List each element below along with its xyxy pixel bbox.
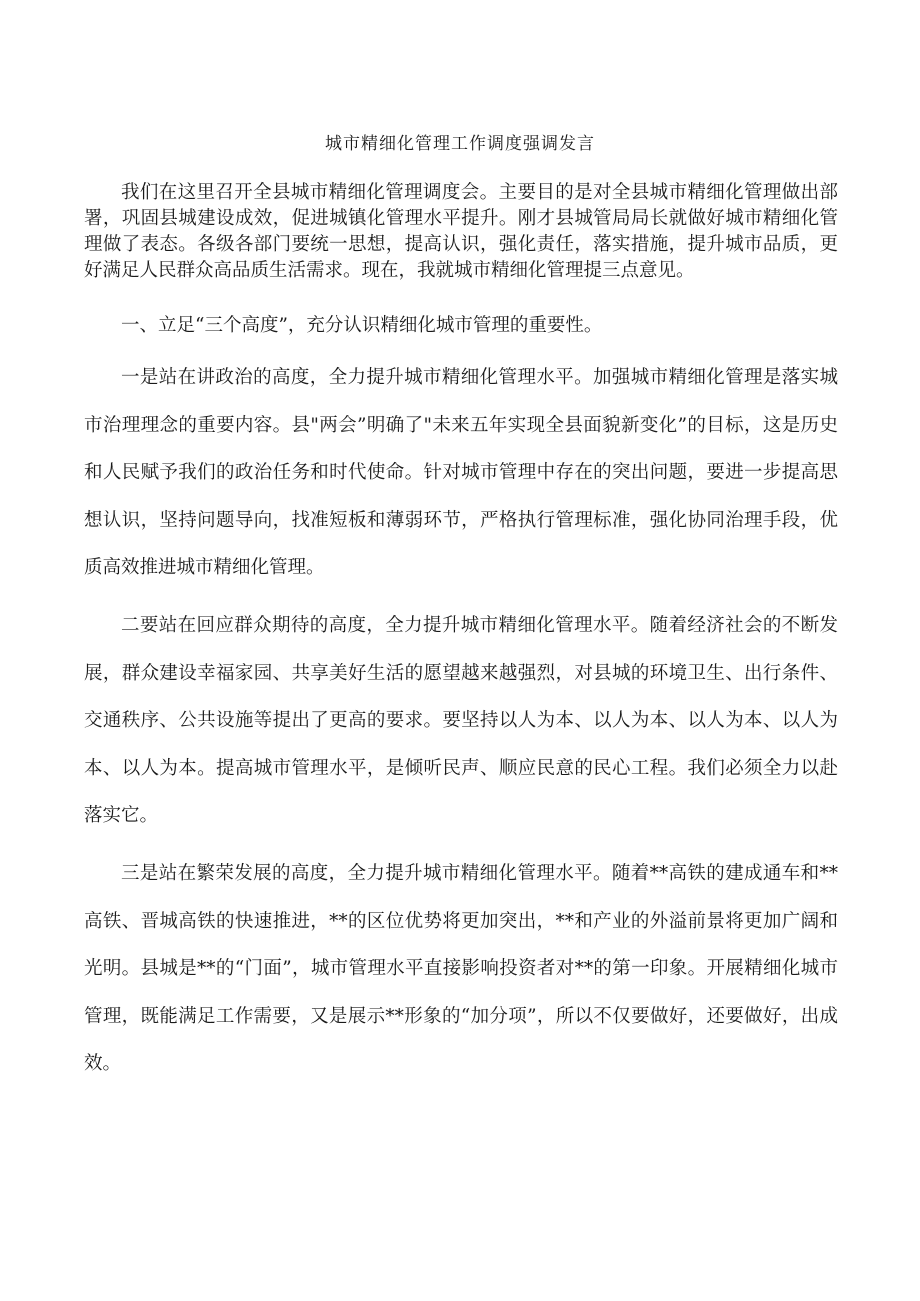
section-heading-1: 一、立足“三个高度”，充分认识精细化城市管理的重要性。: [121, 315, 603, 336]
paragraph-intro: 我们在这里召开全县城市精细化管理调度会。主要目的是对全县城市精细化管理做出部署，巩固县城建设成效，促进城镇化管理水平提升。刚才县城管局局长就做好城市精细化管理做了表态。各级各部门要统一思想，提高认识，强化责任，落实措施，提升城市品质，更好满足人民群众高品质生活需求。现在，我就城市精细化管理提三点意见。: [84, 182, 838, 281]
document-title: 城市精细化管理工作调度强调发言: [325, 134, 595, 154]
paragraph-point-1: 一是站在讲政治的高度，全力提升城市精细化管理水平。加强城市精细化管理是落实城市治理理念的重要内容。县"两会”明确了"未来五年实现全县面貌新变化”的目标，这是历史和人民赋予我们的政治任务和时代使命。针对城市管理中存在的突出问题，要进一步提高思想认识，坚持问题导向，找准短板和薄弱环节，严格执行管理标准，强化协同治理手段，优质高效推进城市精细化管理。: [84, 367, 838, 578]
paragraph-point-3: 三是站在繁荣发展的高度，全力提升城市精细化管理水平。随着**高铁的建成通车和**高铁、晋城高铁的快速推进，**的区位优势将更加突出，**和产业的外溢前景将更加广阔和光明。县城是**的“门面”，城市管理水平直接影响投资者对**的第一印象。开展精细化城市管理，既能满足工作需要，又是展示**形象的“加分项”，所以不仅要做好，还要做好，出成效。: [84, 863, 838, 1074]
paragraph-point-2: 二要站在回应群众期待的高度，全力提升城市精细化管理水平。随着经济社会的不断发展，群众建设幸福家园、共享美好生活的愿望越来越强烈，对县城的环境卫生、出行条件、交通秩序、公共设施等提出了更高的要求。要坚持以人为本、以人为本、以人为本、以人为本、以人为本。提高城市管理水平，是倾听民声、顺应民意的民心工程。我们必须全力以赴落实它。: [84, 615, 838, 826]
